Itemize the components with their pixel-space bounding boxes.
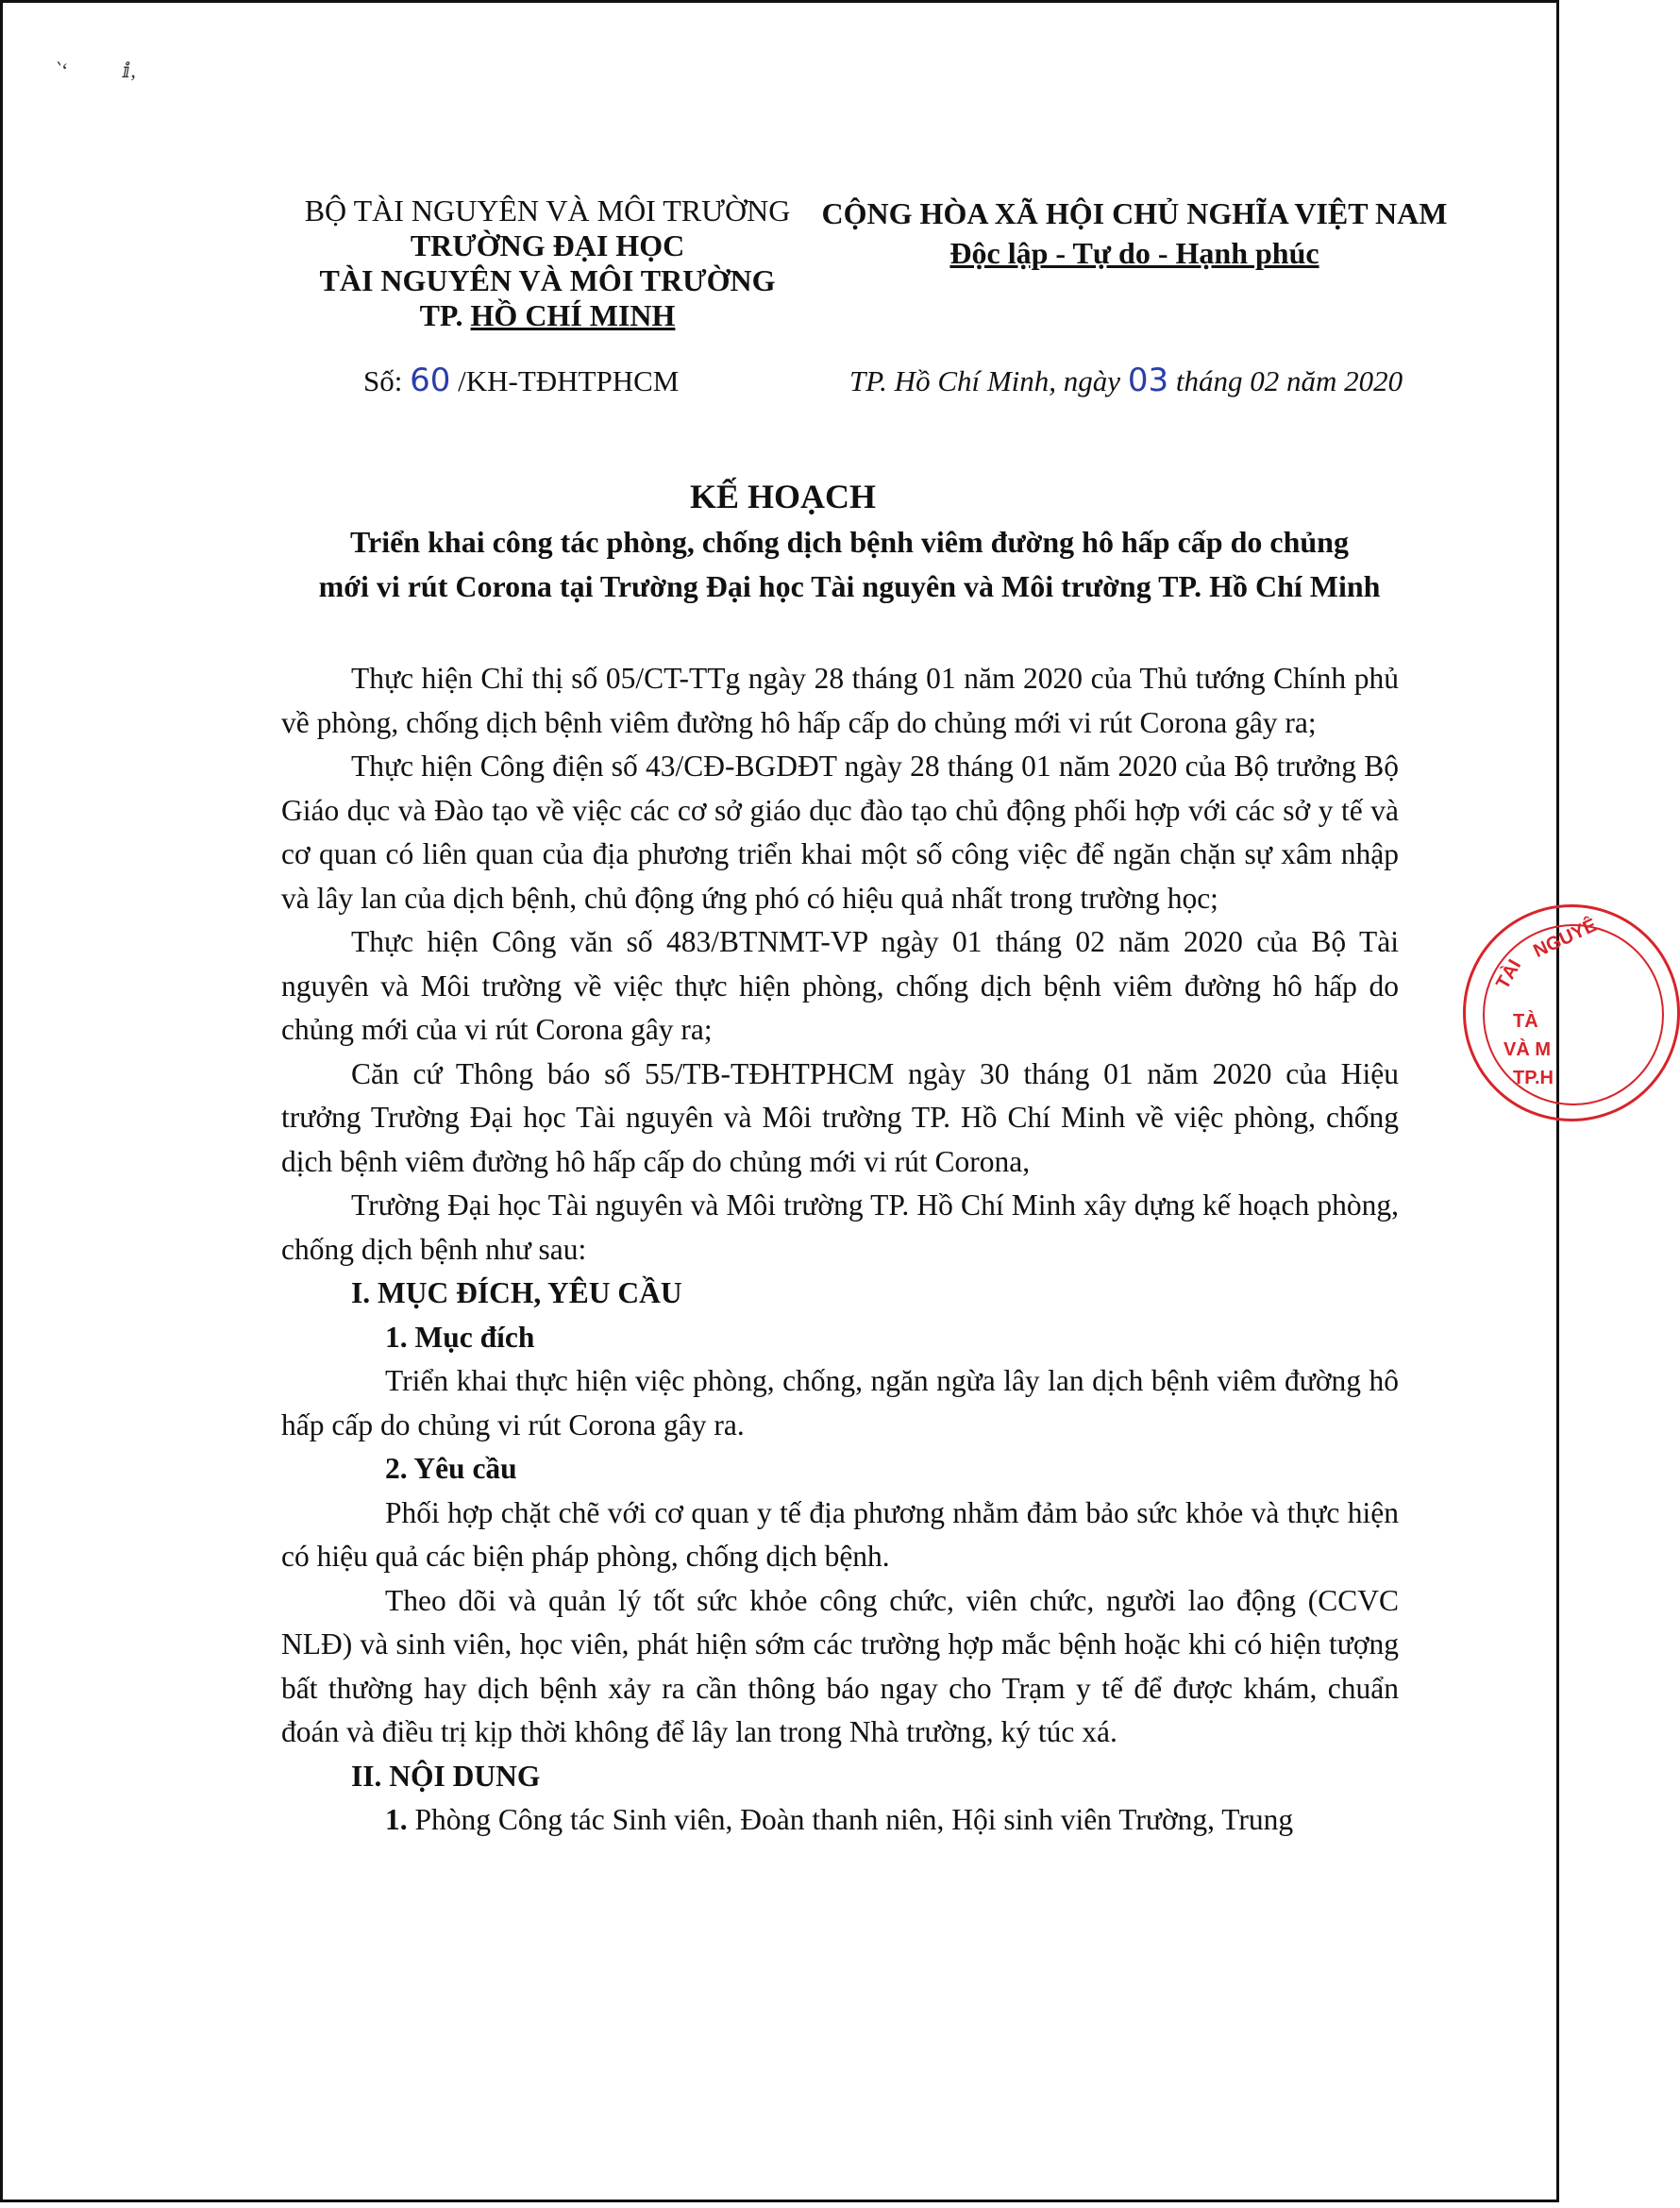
section-heading: I. MỤC ĐÍCH, YÊU CẦU xyxy=(351,1276,682,1309)
scan-speck: ‵‘ xyxy=(57,59,69,82)
document-title: KẾ HOẠCH xyxy=(689,478,876,515)
national-motto: Độc lập - Tự do - Hạnh phúc xyxy=(949,236,1319,270)
section-heading: II. NỘI DUNG xyxy=(351,1759,541,1793)
red-seal-stamp: TÀI NGUYÊ TÀ VÀ M TP.H xyxy=(1463,904,1680,1121)
document-subtitle: Triển khai công tác phòng, chống dịch bệnh viêm đường hô hấp cấp do chủng mới vi rút Corona tại Trường Đại học Tài nguyên và Môi trường TP. Hồ Chí Minh xyxy=(318,525,1381,603)
national-heading xyxy=(814,194,1455,273)
ministry-name: BỘ TÀI NGUYÊN VÀ MÔI TRƯỜNG xyxy=(304,194,791,228)
handwritten-number: 60 xyxy=(410,362,451,399)
document-number: Số: 60 /KH-TĐHTPHCM xyxy=(363,362,680,399)
paragraph: Thực hiện Công văn số 483/BTNMT-VP ngày 01 tháng 02 năm 2020 của Bộ Tài nguyên và Môi trường về việc thực hiện phòng, chống dịch bệnh viêm đường hô hấp do chủng mới của vi rút Corona gây ra; xyxy=(281,925,1399,1046)
paragraph: Triển khai thực hiện việc phòng, chống, ngăn ngừa lây lan dịch bệnh viêm đường hô hấp cấp do chủng vi rút Corona gây ra. xyxy=(281,1364,1399,1441)
paragraph: Thực hiện Công điện số 43/CĐ-BGDĐT ngày 28 tháng 01 năm 2020 của Bộ trưởng Bộ Giáo dục và Đào tạo về việc các cơ sở giáo dục đào tạo chủ động phối hợp với các sở y tế và cơ quan có liên quan của địa phương triển khai một số công việc để ngăn chặn sự xâm nhập và lây lan của dịch bệnh, chủ động ứng phó có hiệu quả nhất trong trường học; xyxy=(281,750,1399,915)
scan-speck: ⅈ, xyxy=(123,59,136,82)
paragraph: Theo dõi và quản lý tốt sức khỏe công chức, viên chức, người lao động (CCVC NLĐ) và sinh viên, học viên, phát hiện sớm các trường hợp mắc bệnh hoặc khi có hiện tượng bất thường hay dịch bệnh xảy ra cần thông báo ngay cho Trạm y tế để được khám, chuẩn đoán và điều trị kịp thời không để lây lan trong Nhà trường, ký túc xá. xyxy=(281,1583,1399,1748)
subsection-heading: 2. Yêu cầu xyxy=(385,1452,517,1485)
issuing-agency xyxy=(283,194,812,333)
nation-name: CỘNG HÒA XÃ HỘI CHỦ NGHĨA VIỆT NAM xyxy=(821,196,1448,230)
paragraph: Phối hợp chặt chẽ với cơ quan y tế địa phương nhằm đảm bảo sức khỏe và thực hiện có hiệu quả các biện pháp phòng, chống dịch bệnh. xyxy=(281,1495,1399,1573)
handwritten-day: 03 xyxy=(1127,362,1169,399)
paragraph: Thực hiện Chỉ thị số 05/CT-TTg ngày 28 tháng 01 năm 2020 của Thủ tướng Chính phủ về phòng, chống dịch bệnh viêm đường hô hấp cấp do chủng mới vi rút Corona gây ra; xyxy=(281,662,1399,739)
subsection-heading: 1. Mục đích xyxy=(385,1320,535,1354)
school-name-line3: TP. HỒ CHÍ MINH xyxy=(419,298,676,332)
paragraph: Căn cứ Thông báo số 55/TB-TĐHTPHCM ngày 30 tháng 01 năm 2020 của Hiệu trưởng Trường Đại học Tài nguyên và Môi trường TP. Hồ Chí Minh về việc phòng, chống dịch bệnh viêm đường hô hấp cấp do chủng mới vi rút Corona, xyxy=(281,1056,1399,1178)
paragraph: 1. Phòng Công tác Sinh viên, Đoàn thanh niên, Hội sinh viên Trường, Trung xyxy=(385,1803,1294,1836)
document-date: TP. Hồ Chí Minh, ngày 03 tháng 02 năm 2020 xyxy=(849,362,1403,399)
paragraph: Trường Đại học Tài nguyên và Môi trường TP. Hồ Chí Minh xây dựng kế hoạch phòng, chống dịch bệnh như sau: xyxy=(281,1188,1399,1266)
school-name-line2: TÀI NGUYÊN VÀ MÔI TRƯỜNG xyxy=(319,263,776,297)
document-body xyxy=(281,657,1399,1843)
school-name-line1: TRƯỜNG ĐẠI HỌC xyxy=(410,228,685,262)
